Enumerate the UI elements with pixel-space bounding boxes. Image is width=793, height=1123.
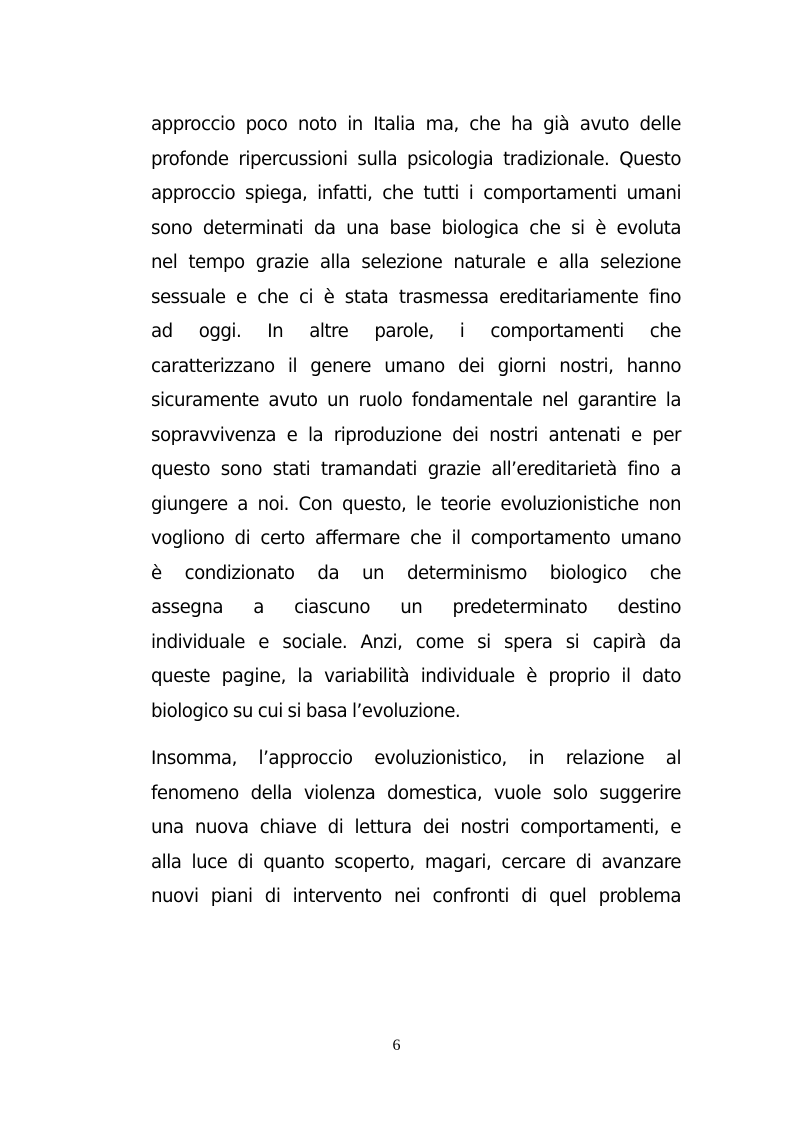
paragraph-1-line: sopravvivenza e la riproduzione dei nostri antenati e per (151, 424, 681, 446)
paragraph-1-line: individuale e sociale. Anzi, come si spera si capirà da (151, 631, 681, 653)
paragraph-1-line: sono determinati da una base biologica che si è evoluta (151, 217, 681, 239)
paragraph-1-line: sicuramente avuto un ruolo fondamentale nel garantire la (151, 390, 681, 411)
paragraph-1-line: questo sono stati tramandati grazie all’ereditarietà fino a (151, 459, 681, 480)
paragraph-1-line: nel tempo grazie alla selezione naturale e alla selezione (151, 252, 681, 273)
paragraph-2-line: fenomeno della violenza domestica, vuole solo suggerire (151, 782, 681, 804)
paragraph-1-line: approccio poco noto in Italia ma, che ha già avuto delle (151, 114, 681, 135)
paragraph-2-line: nuovi piani di intervento nei confronti di quel problema (151, 886, 681, 907)
paragraph-1-line: assegna a ciascuno un predeterminato destino (151, 597, 681, 618)
paragraph-1-line: ad oggi. In altre parole, i comportamenti che (151, 321, 681, 342)
page-number: 6 (392, 1037, 401, 1054)
paragraph-1 (151, 108, 681, 729)
paragraph-1-line: approccio spiega, infatti, che tutti i comportamenti umani (151, 183, 681, 204)
paragraph-1-line: profonde ripercussioni sulla psicologia tradizionale. Questo (151, 148, 681, 170)
paragraph-2-line: una nuova chiave di lettura dei nostri comportamenti, e (151, 817, 681, 838)
paragraph-1-line: vogliono di certo affermare che il comportamento umano (151, 528, 681, 549)
paragraph-1-line: è condizionato da un determinismo biologico che (151, 562, 681, 584)
paragraph-2 (151, 742, 681, 915)
paragraph-1-line: queste pagine, la variabilità individuale è proprio il dato (151, 666, 681, 687)
paragraph-2-line: Insomma, l’approccio evoluzionistico, in relazione al (151, 748, 681, 769)
paragraph-1-line: caratterizzano il genere umano dei giorni nostri, hanno (151, 355, 681, 377)
paragraph-1-line: giungere a noi. Con questo, le teorie evoluzionistiche non (151, 493, 681, 515)
paragraph-1-line: sessuale e che ci è stata trasmessa ereditariamente fino (151, 286, 681, 308)
paragraph-2-line: alla luce di quanto scoperto, magari, cercare di avanzare (151, 851, 681, 873)
paragraph-1-line: biologico su cui si basa l’evoluzione. (151, 700, 461, 722)
